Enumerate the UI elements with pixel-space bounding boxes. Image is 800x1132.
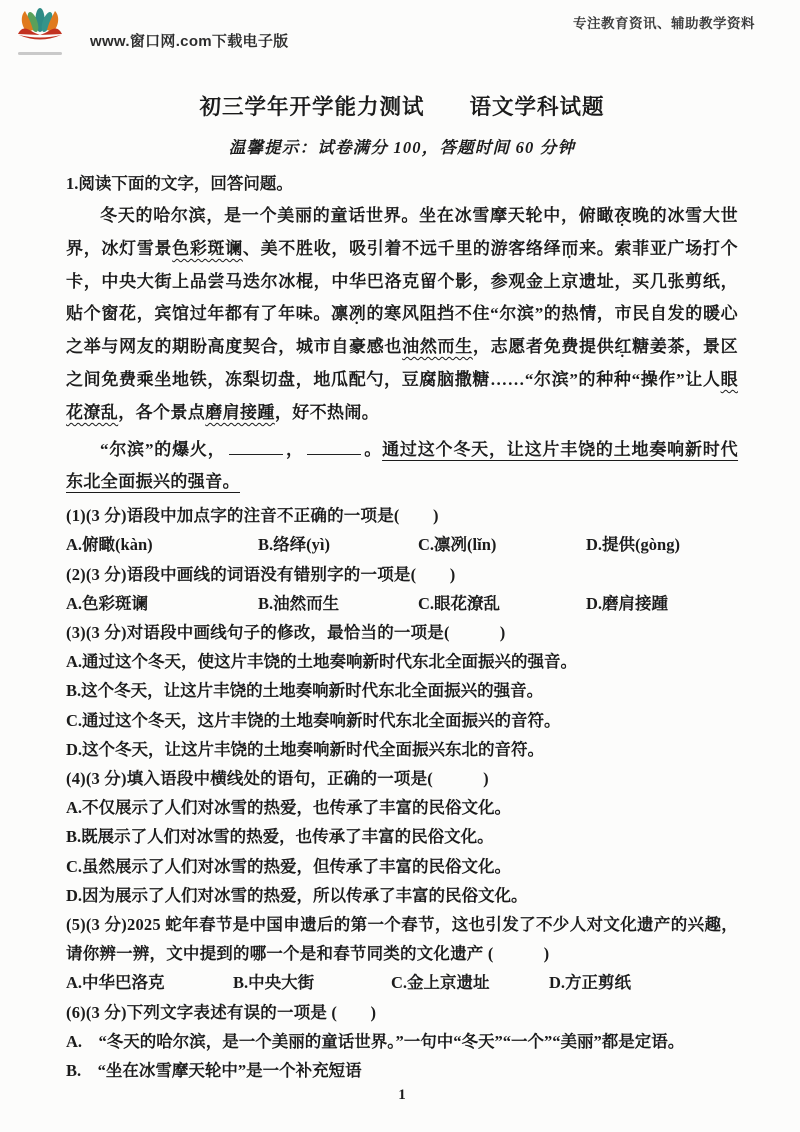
logo-caption	[18, 52, 62, 55]
text-run: ，志愿者免费提	[472, 337, 597, 357]
question-options	[66, 647, 738, 764]
option: D.这个冬天，让这片丰饶的土地奏响新时代全面振兴东北的音符。	[66, 739, 545, 759]
option: A. “冬天的哈尔滨，是一个美丽的童话世界。”一句中“冬天”“一个”“美丽”都是定语。	[66, 1031, 685, 1051]
question-1-heading: 1.阅读下面的文字，回答问题。	[66, 174, 293, 193]
question-options	[66, 589, 738, 618]
option: D.提供(gòng)	[586, 535, 680, 555]
text-run: ，好不热闹。	[274, 402, 380, 422]
option: B. “坐在冰雪摩天轮中”是一个补充短语	[66, 1061, 362, 1081]
option: C.凛冽(lǐn)	[418, 535, 497, 555]
text-run: 冬天的哈尔滨，是一个美丽的童话世界。坐在冰雪摩天轮中，俯	[100, 206, 597, 225]
option: D.方正剪纸	[549, 973, 632, 993]
text-run: 而来。索菲亚广场打个卡，中央大街上品尝马迭尔冰棍，中华巴洛克留个影，参观金上京遗址，买几张剪纸，贴个窗花，宾馆过年都有了年味。	[66, 238, 738, 324]
text-run: 、美不胜收，吸引着不远千里的游客络	[242, 238, 544, 258]
text-run: 。	[363, 439, 383, 459]
question-label: (4)(3 分)填入语段中横线处的语句，正确的一项是( )	[66, 769, 489, 788]
text-run: 冽的寒风阻挡不住“尔滨”的热情，市民自发的暖心之举与网友的期盼高度契合，城市自豪感也	[66, 304, 739, 357]
option: C.金上京遗址	[391, 973, 490, 993]
question-list	[66, 501, 738, 1085]
text-run-wavy: 磨肩接踵	[205, 402, 275, 422]
question-options	[66, 968, 738, 997]
text-run-dot: 绎	[543, 238, 562, 258]
text-run: 夜晚的冰雪大世界，冰灯雪景	[66, 206, 738, 258]
option: A.通过这个冬天，使这片丰饶的土地奏响新时代东北全面振兴的强音。	[66, 652, 578, 672]
question-label: (6)(3 分)下列文字表述有误的一项是 ( )	[66, 1002, 377, 1022]
text-run-wavy: 眼花潦乱	[66, 369, 738, 422]
text-run-dot: 瞰	[596, 206, 615, 225]
question-1-5	[66, 910, 738, 998]
question-1-3	[66, 618, 738, 764]
exam-subtitle: 温馨提示：试卷满分 100，答题时间 60 分钟	[228, 138, 576, 157]
option: B.中央大街	[233, 973, 315, 993]
exam-title: 初三学年开学能力测试 语文学科试题	[199, 95, 605, 119]
text-run-dot: 凛	[331, 304, 349, 324]
text-run-wavy: 油然而生	[402, 337, 473, 357]
brand	[14, 4, 288, 55]
option: D.因为展示了人们对冰雪的热爱，所以传承了丰富的民俗文化。	[66, 885, 528, 905]
question-1-1	[66, 501, 738, 559]
option: A.色彩斑谰	[66, 593, 149, 613]
option: B.络绎(yì)	[258, 535, 330, 555]
option: C.通过这个冬天，这片丰饶的土地奏响新时代东北全面振兴的音符。	[66, 710, 561, 730]
question-1-2	[66, 560, 738, 618]
option: A.不仅展示了人们对冰雪的热爱，也传承了丰富的民俗文化。	[66, 798, 512, 818]
text-run: ，各个景点	[118, 402, 206, 422]
site-url-text: www.窗口网.com下载电子版	[90, 33, 289, 50]
passage-paragraph-1	[66, 200, 738, 430]
text-run: 红糖姜茶，景区之间免费乘坐地铁，冻梨切盘，地瓜配勺，豆腐脑撒糖……“尔滨”的种种“操作”让人	[66, 337, 738, 389]
text-run: “尔滨”的爆火，	[100, 439, 226, 459]
text-run-dot: 供	[596, 337, 615, 357]
question-1-6	[66, 998, 738, 1086]
option: A.中华巴洛克	[66, 973, 165, 993]
question-label: (3)(3 分)对语段中画线句子的修改，最恰当的一项是( )	[66, 622, 506, 642]
text-run: ，	[285, 439, 304, 459]
question-label: (5)(3 分)2025 蛇年春节是中国申遗后的第一个春节，这也引发了不少人对文化遗产的兴趣，请你辨一辨，文中提到的哪一个是和春节同类的文化遗产 ( )	[66, 915, 738, 964]
text-run-blank	[307, 438, 361, 455]
option: B.既展示了人们对冰雪的热爱，也传承了丰富的民俗文化。	[66, 827, 494, 847]
option: C.眼花潦乱	[418, 593, 501, 613]
option: B.油然而生	[258, 593, 340, 613]
page-number: 1	[398, 1087, 406, 1104]
question-label: (1)(3 分)语段中加点字的注音不正确的一项是( )	[66, 506, 439, 526]
question-options	[66, 530, 738, 559]
question-options	[66, 1027, 738, 1085]
text-run-wavy: 色彩斑谰	[172, 238, 243, 258]
option: B.这个冬天，让这片丰饶的土地奏响新时代东北全面振兴的强音。	[66, 681, 544, 701]
question-label: (2)(3 分)语段中画线的词语没有错别字的一项是( )	[66, 564, 456, 584]
question-1-4	[66, 764, 738, 910]
lotus-logo	[14, 4, 66, 55]
option: C.虽然展示了人们对冰雪的热爱，但传承了丰富的民俗文化。	[66, 856, 512, 876]
text-run-blank	[229, 438, 283, 455]
option: D.磨肩接踵	[586, 593, 669, 613]
lotus-logo-icon	[15, 4, 65, 46]
page-header	[0, 0, 800, 52]
text-run-underline: 通过这个冬天，让这片丰饶的土地奏响新时代东北全面振兴的强音。	[66, 439, 739, 492]
header-tagline: 专注教育资讯、辅助教学资料	[573, 16, 755, 31]
option: A.俯瞰(kàn)	[66, 535, 153, 555]
question-options	[66, 793, 738, 910]
passage-paragraph-2	[66, 434, 738, 500]
